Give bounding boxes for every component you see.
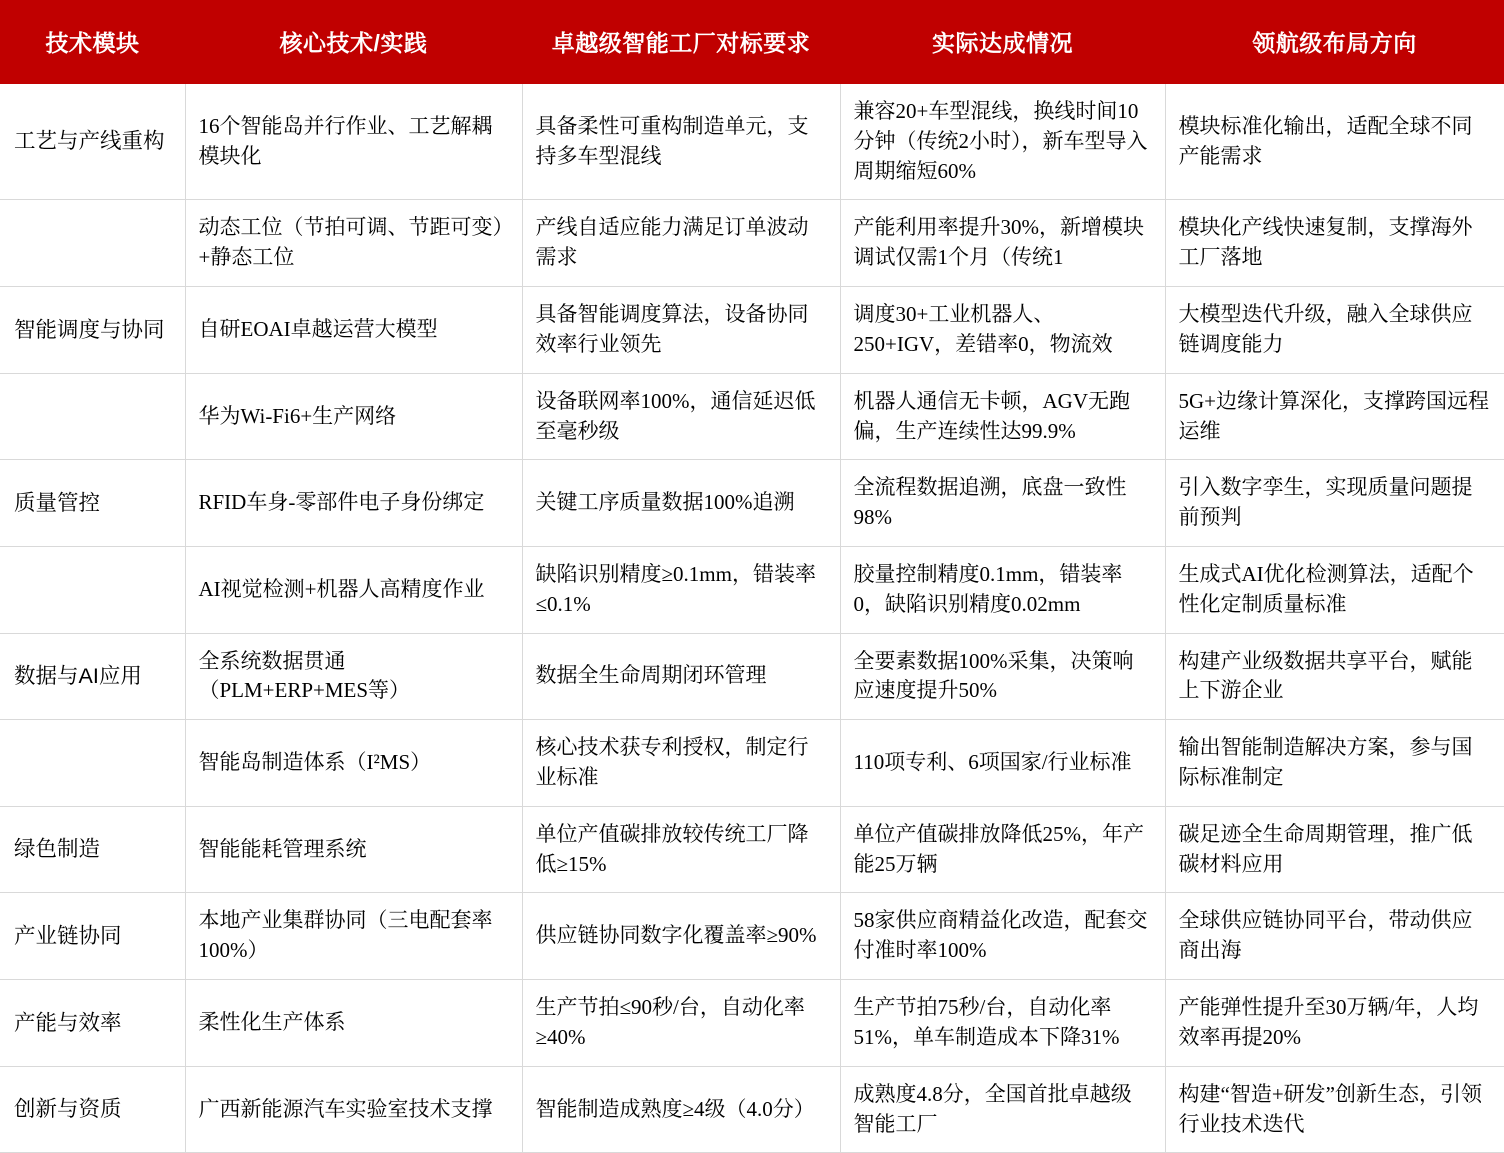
cell-technology: RFID车身-零部件电子身份绑定: [185, 460, 522, 547]
table-row: [0, 806, 1504, 893]
cell-requirement: 数据全生命周期闭环管理: [522, 633, 840, 720]
cell-direction: 产能弹性提升至30万辆/年，人均效率再提20%: [1165, 980, 1504, 1067]
cell-direction: 输出智能制造解决方案，参与国际标准制定: [1165, 720, 1504, 807]
cell-actual: 全流程数据追溯，底盘一致性98%: [840, 460, 1165, 547]
cell-technology: 16个智能岛并行作业、工艺解耦模块化: [185, 84, 522, 200]
cell-module: 智能调度与协同: [0, 287, 185, 374]
cell-actual: 110项专利、6项国家/行业标准: [840, 720, 1165, 807]
cell-actual: 全要素数据100%采集，决策响应速度提升50%: [840, 633, 1165, 720]
table-header-row: [0, 0, 1504, 84]
cell-direction: 模块化产线快速复制，支撑海外工厂落地: [1165, 200, 1504, 287]
table-row: [0, 720, 1504, 807]
table-row: [0, 980, 1504, 1067]
cell-direction: 5G+边缘计算深化，支撑跨国远程运维: [1165, 373, 1504, 460]
cell-technology: 本地产业集群协同（三电配套率100%）: [185, 893, 522, 980]
cell-actual: 机器人通信无卡顿，AGV无跑偏，生产连续性达99.9%: [840, 373, 1165, 460]
cell-technology: AI视觉检测+机器人高精度作业: [185, 546, 522, 633]
cell-direction: 大模型迭代升级，融入全球供应链调度能力: [1165, 287, 1504, 374]
cell-direction: 生成式AI优化检测算法，适配个性化定制质量标准: [1165, 546, 1504, 633]
cell-module: [0, 200, 185, 287]
cell-actual: 单位产值碳排放降低25%，年产能25万辆: [840, 806, 1165, 893]
cell-requirement: 产线自适应能力满足订单波动需求: [522, 200, 840, 287]
cell-actual: 生产节拍75秒/台，自动化率51%，单车制造成本下降31%: [840, 980, 1165, 1067]
cell-module: 质量管控: [0, 460, 185, 547]
column-header-actual: 实际达成情况: [840, 0, 1165, 84]
table-row: [0, 1066, 1504, 1153]
cell-technology: 华为Wi-Fi6+生产网络: [185, 373, 522, 460]
cell-requirement: 设备联网率100%，通信延迟低至毫秒级: [522, 373, 840, 460]
cell-module: 数据与AI应用: [0, 633, 185, 720]
table-body: [0, 84, 1504, 1153]
cell-direction: 构建“智造+研发”创新生态，引领行业技术迭代: [1165, 1066, 1504, 1153]
cell-requirement: 生产节拍≤90秒/台，自动化率≥40%: [522, 980, 840, 1067]
cell-module: 产能与效率: [0, 980, 185, 1067]
cell-technology: 智能岛制造体系（I²MS）: [185, 720, 522, 807]
column-header-module: 技术模块: [0, 0, 185, 84]
cell-module: 绿色制造: [0, 806, 185, 893]
cell-technology: 广西新能源汽车实验室技术支撑: [185, 1066, 522, 1153]
cell-technology: 柔性化生产体系: [185, 980, 522, 1067]
cell-module: 产业链协同: [0, 893, 185, 980]
table-header: [0, 0, 1504, 84]
table-row: [0, 287, 1504, 374]
cell-module: [0, 720, 185, 807]
cell-requirement: 具备智能调度算法，设备协同效率行业领先: [522, 287, 840, 374]
cell-module: [0, 546, 185, 633]
cell-direction: 构建产业级数据共享平台，赋能上下游企业: [1165, 633, 1504, 720]
cell-requirement: 核心技术获专利授权，制定行业标准: [522, 720, 840, 807]
cell-technology: 全系统数据贯通（PLM+ERP+MES等）: [185, 633, 522, 720]
cell-technology: 动态工位（节拍可调、节距可变）+静态工位: [185, 200, 522, 287]
table-row: [0, 84, 1504, 200]
table-row: [0, 460, 1504, 547]
cell-requirement: 智能制造成熟度≥4级（4.0分）: [522, 1066, 840, 1153]
cell-actual: 兼容20+车型混线，换线时间10分钟（传统2小时），新车型导入周期缩短60%: [840, 84, 1165, 200]
cell-requirement: 具备柔性可重构制造单元，支持多车型混线: [522, 84, 840, 200]
cell-actual: 胶量控制精度0.1mm，错装率0，缺陷识别精度0.02mm: [840, 546, 1165, 633]
cell-requirement: 缺陷识别精度≥0.1mm，错装率≤0.1%: [522, 546, 840, 633]
cell-direction: 引入数字孪生，实现质量问题提前预判: [1165, 460, 1504, 547]
cell-requirement: 供应链协同数字化覆盖率≥90%: [522, 893, 840, 980]
cell-actual: 58家供应商精益化改造，配套交付准时率100%: [840, 893, 1165, 980]
table-row: [0, 546, 1504, 633]
table-row: [0, 373, 1504, 460]
column-header-direction: 领航级布局方向: [1165, 0, 1504, 84]
table-row: [0, 893, 1504, 980]
cell-technology: 自研EOAI卓越运营大模型: [185, 287, 522, 374]
cell-module: [0, 373, 185, 460]
cell-requirement: 单位产值碳排放较传统工厂降低≥15%: [522, 806, 840, 893]
cell-actual: 调度30+工业机器人、250+IGV，差错率0，物流效: [840, 287, 1165, 374]
column-header-requirement: 卓越级智能工厂对标要求: [522, 0, 840, 84]
cell-module: 工艺与产线重构: [0, 84, 185, 200]
cell-actual: 成熟度4.8分，全国首批卓越级智能工厂: [840, 1066, 1165, 1153]
cell-direction: 全球供应链协同平台，带动供应商出海: [1165, 893, 1504, 980]
cell-module: 创新与资质: [0, 1066, 185, 1153]
table-row: [0, 633, 1504, 720]
table-row: [0, 200, 1504, 287]
cell-requirement: 关键工序质量数据100%追溯: [522, 460, 840, 547]
cell-direction: 碳足迹全生命周期管理，推广低碳材料应用: [1165, 806, 1504, 893]
column-header-technology: 核心技术/实践: [185, 0, 522, 84]
cell-technology: 智能能耗管理系统: [185, 806, 522, 893]
cell-actual: 产能利用率提升30%，新增模块调试仅需1个月（传统1: [840, 200, 1165, 287]
cell-direction: 模块标准化输出，适配全球不同产能需求: [1165, 84, 1504, 200]
